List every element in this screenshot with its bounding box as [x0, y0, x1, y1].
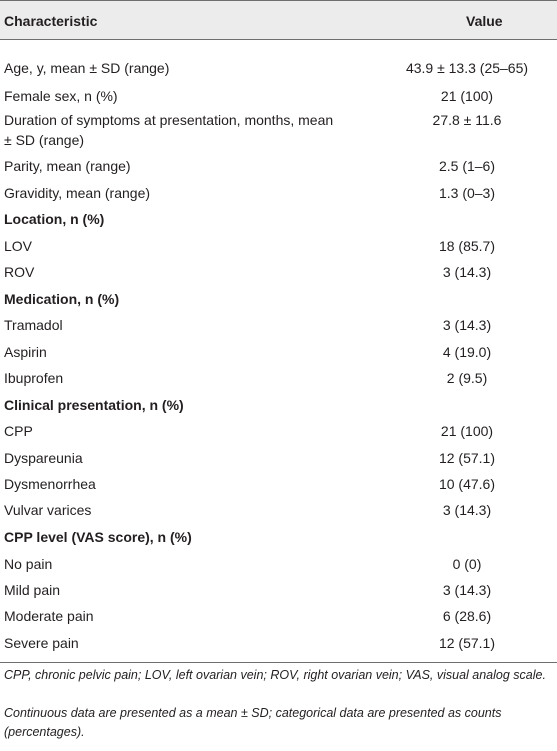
- row-value: 3 (14.3): [442, 582, 492, 598]
- row-value: 12 (57.1): [438, 450, 496, 466]
- row-label: No pain: [4, 556, 53, 572]
- row-label: Severe pain: [4, 635, 79, 651]
- row-label: Ibuprofen: [4, 370, 64, 386]
- section-label: Medication, n (%): [4, 291, 120, 307]
- row-value: 2 (9.5): [446, 370, 488, 386]
- row-label: Female sex, n (%): [4, 88, 118, 104]
- footnote-data-presentation: Continuous data are presented as a mean ± SD; categorical data are presented as counts (percentages).: [4, 706, 502, 739]
- row-label: ROV: [4, 264, 35, 280]
- row-value: 21 (100): [440, 423, 494, 439]
- table-bottom-rule: [0, 662, 557, 663]
- row-label: Dysmenorrhea: [4, 476, 96, 492]
- row-label: Duration of symptoms at presentation, months, mean ± SD (range): [4, 112, 334, 148]
- row-label: CPP: [4, 423, 33, 439]
- row-value: 3 (14.3): [442, 502, 492, 518]
- row-label: Mild pain: [4, 582, 61, 598]
- header-value: Value: [466, 13, 503, 29]
- row-label: Aspirin: [4, 344, 47, 360]
- row-value: 6 (28.6): [442, 608, 492, 624]
- row-value: 4 (19.0): [442, 344, 492, 360]
- section-label: Location, n (%): [4, 211, 105, 227]
- section-label: Clinical presentation, n (%): [4, 397, 184, 413]
- row-value: 27.8 ± 11.6: [432, 112, 502, 128]
- row-label: Gravidity, mean (range): [4, 185, 151, 201]
- table-header: [0, 0, 557, 40]
- row-value: 10 (47.6): [438, 476, 496, 492]
- row-value: 0 (0): [452, 556, 482, 572]
- row-value: 3 (14.3): [442, 264, 492, 280]
- row-value: 3 (14.3): [442, 317, 492, 333]
- row-label: Tramadol: [4, 317, 63, 333]
- row-label: Age, y, mean ± SD (range): [4, 60, 170, 76]
- section-label: CPP level (VAS score), n (%): [4, 529, 192, 545]
- footnote-abbreviations: CPP, chronic pelvic pain; LOV, left ovarian vein; ROV, right ovarian vein; VAS, visual analog scale.: [4, 668, 546, 682]
- row-label: Moderate pain: [4, 608, 94, 624]
- row-label: Vulvar varices: [4, 502, 92, 518]
- row-value: 12 (57.1): [438, 635, 496, 651]
- row-value: 18 (85.7): [438, 238, 496, 254]
- row-label: LOV: [4, 238, 33, 254]
- row-value: 1.3 (0–3): [438, 185, 496, 201]
- row-value: 21 (100): [440, 88, 494, 104]
- row-label: Dyspareunia: [4, 450, 83, 466]
- row-value: 2.5 (1–6): [438, 158, 496, 174]
- header-characteristic: Characteristic: [4, 13, 98, 29]
- row-label: Parity, mean (range): [4, 158, 131, 174]
- row-value: 43.9 ± 13.3 (25–65): [405, 60, 529, 76]
